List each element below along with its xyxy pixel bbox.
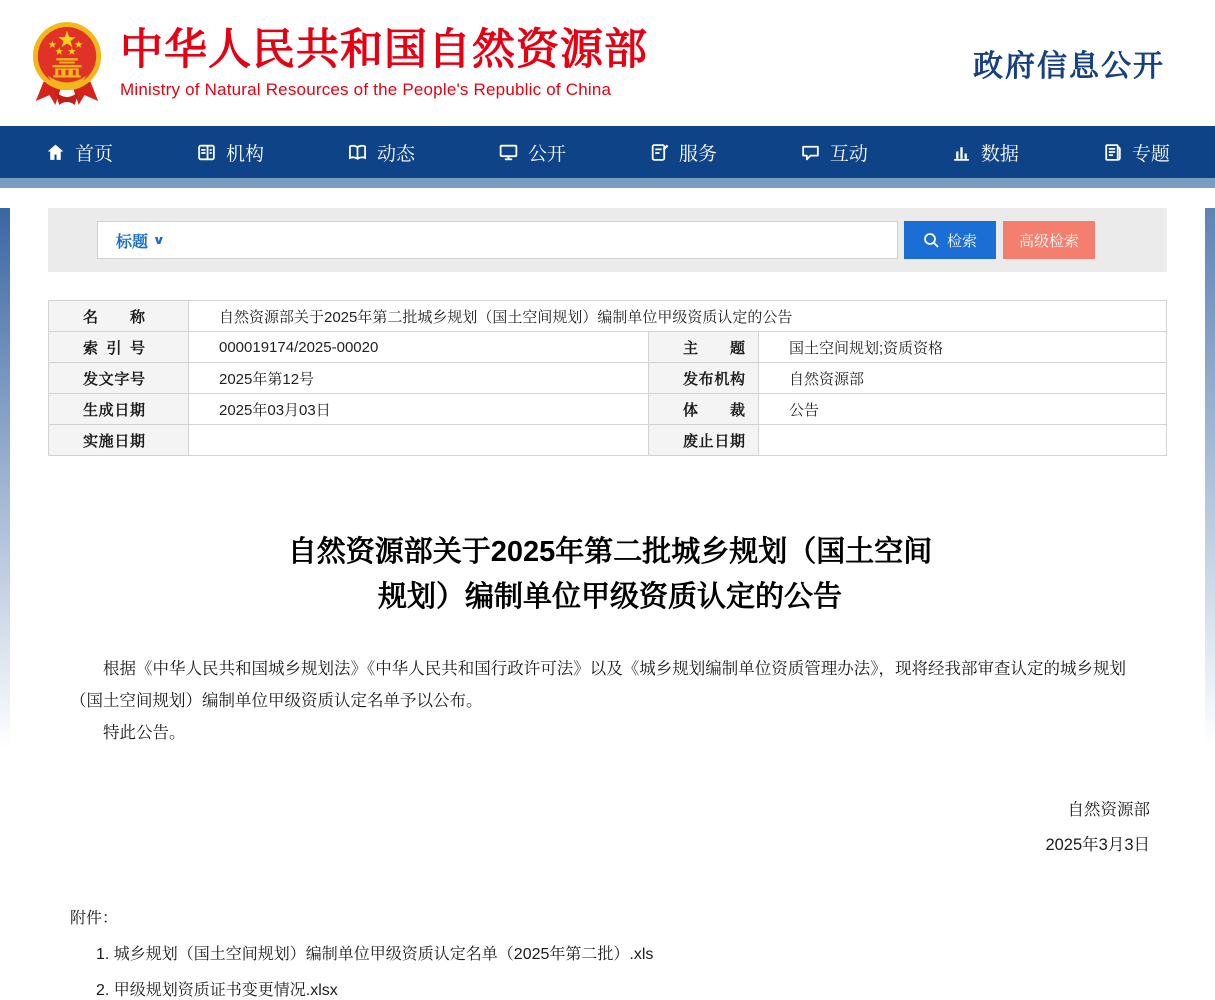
meta-value-subject: 国土空间规划;资质资格 <box>759 332 1167 363</box>
meta-value-repeal-date <box>759 425 1167 456</box>
nav-item-interaction[interactable] <box>800 139 868 166</box>
main-navigation <box>0 126 1215 178</box>
nav-item-label: 首页 <box>75 143 114 165</box>
search-category-dropdown[interactable] <box>116 229 164 252</box>
meta-label-subject: 主题 <box>649 332 759 363</box>
bar-chart-icon <box>951 142 972 163</box>
news-book-icon <box>347 142 368 163</box>
article-body <box>70 653 1150 750</box>
nav-item-label: 服务 <box>678 143 717 165</box>
table-row <box>49 394 1167 425</box>
site-logo-link[interactable] <box>30 14 648 112</box>
meta-value-index-number: 000019174/2025-00020 <box>189 332 649 363</box>
meta-label-effective-date: 实施日期 <box>49 425 189 456</box>
page-title <box>70 530 1150 620</box>
document-meta-table <box>48 300 1167 456</box>
nav-item-label: 动态 <box>376 143 415 165</box>
table-row <box>49 332 1167 363</box>
article-paragraph: 根据《中华人民共和国城乡规划法》《中华人民共和国行政许可法》以及《城乡规划编制单位资质管理办法》，现将经我部审查认定的城乡规划（国土空间规划）编制单位甲级资质认定名单予以公布。 <box>70 659 1126 711</box>
home-icon <box>45 142 66 163</box>
meta-value-issuing-agency: 自然资源部 <box>759 363 1167 394</box>
page-section-title: 政府信息公开 <box>973 50 1165 83</box>
organization-icon <box>196 142 217 163</box>
meta-label-doc-number: 发文字号 <box>49 363 189 394</box>
nav-item-news[interactable] <box>347 139 415 166</box>
attachments-section <box>70 905 1150 1000</box>
meta-label-repeal-date: 废止日期 <box>649 425 759 456</box>
nav-item-organization[interactable] <box>196 139 264 166</box>
nav-item-label: 专题 <box>1131 143 1170 165</box>
nav-item-home[interactable] <box>45 139 113 166</box>
meta-label-issuing-agency: 发布机构 <box>649 363 759 394</box>
nav-item-label: 机构 <box>225 143 264 165</box>
table-row <box>49 363 1167 394</box>
table-row <box>49 425 1167 456</box>
nav-item-disclosure[interactable] <box>498 139 566 166</box>
site-header <box>0 0 1215 126</box>
national-emblem-icon <box>30 14 104 112</box>
site-title-english: Ministry of Natural Resources of the People's Republic of China <box>120 80 612 100</box>
search-box[interactable] <box>97 221 898 259</box>
nav-item-label: 互动 <box>829 143 868 165</box>
chevron-down-icon: ∨ <box>152 233 166 247</box>
table-row <box>49 301 1167 332</box>
search-category-label: 标题 <box>116 233 149 251</box>
meta-value-effective-date <box>189 425 649 456</box>
content-area <box>0 208 1215 999</box>
meta-value-name: 自然资源部关于2025年第二批城乡规划（国土空间规划）编制单位甲级资质认定的公告 <box>189 301 1167 332</box>
nav-item-label: 公开 <box>527 143 566 165</box>
meta-label-index-number: 索引号 <box>49 332 189 363</box>
page-title-line2: 规划）编制单位甲级资质认定的公告 <box>377 580 842 613</box>
service-doc-pen-icon <box>649 142 670 163</box>
article-paragraph-closing: 特此公告。 <box>103 724 186 743</box>
meta-value-generated-date: 2025年03月03日 <box>189 394 649 425</box>
site-title-chinese: 中华人民共和国自然资源部 <box>120 25 648 74</box>
search-button-label: 检索 <box>946 232 977 250</box>
advanced-search-button[interactable] <box>1003 221 1095 259</box>
advanced-search-label: 高级检索 <box>1018 232 1079 250</box>
signature-block <box>70 793 1150 862</box>
search-input[interactable] <box>164 222 897 258</box>
chat-bubble-icon <box>800 142 821 163</box>
meta-value-doc-number: 2025年第12号 <box>189 363 649 394</box>
meta-label-name: 名称 <box>49 301 189 332</box>
signature-agency: 自然资源部 <box>1067 801 1150 820</box>
attachments-label: 附件： <box>70 909 119 927</box>
signature-date: 2025年3月3日 <box>1045 836 1150 855</box>
meta-label-genre: 体裁 <box>649 394 759 425</box>
attachment-link-1[interactable]: 1. 城乡规划（国土空间规划）编制单位甲级资质认定名单（2025年第二批）.xls <box>96 945 654 963</box>
meta-label-generated-date: 生成日期 <box>49 394 189 425</box>
search-icon <box>923 232 940 249</box>
search-bar <box>48 208 1167 272</box>
announcement-article <box>0 530 1215 1000</box>
nav-item-data[interactable] <box>951 139 1019 166</box>
attachment-link-2[interactable]: 2. 甲级规划资质证书变更情况.xlsx <box>96 981 338 999</box>
disclosure-monitor-icon <box>498 142 519 163</box>
nav-item-label: 数据 <box>980 143 1019 165</box>
nav-item-special-topics[interactable] <box>1102 139 1170 166</box>
search-button[interactable] <box>904 221 996 259</box>
page-title-line1: 自然资源部关于2025年第二批城乡规划（国土空间 <box>287 536 933 568</box>
special-journal-icon <box>1102 142 1123 163</box>
meta-value-genre: 公告 <box>759 394 1167 425</box>
nav-bottom-strip <box>0 178 1215 188</box>
nav-item-services[interactable] <box>649 139 717 166</box>
